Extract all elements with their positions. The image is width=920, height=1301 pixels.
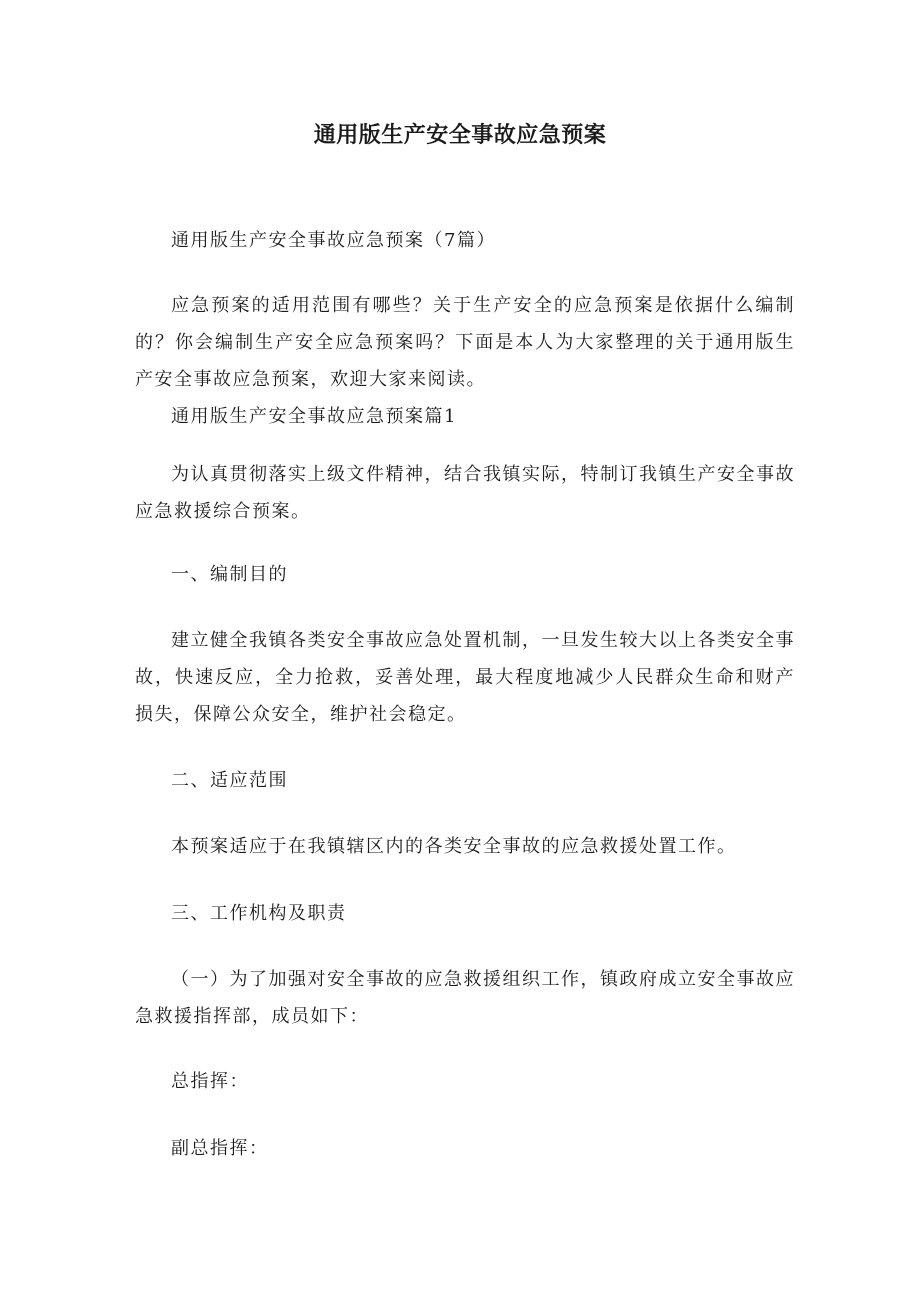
paragraph-body: （一）为了加强对安全事故的应急救援组织工作，镇政府成立安全事故应急救援指挥部，成员如下：: [135, 969, 795, 1027]
document-title: 通用版生产安全事故应急预案: [313, 123, 607, 148]
paragraph-heading-1: 一、编制目的: [171, 564, 288, 585]
paragraph-intro: 应急预案的适用范围有哪些？关于生产安全的应急预案是依据什么编制的？你会编制生产安全应急预案吗？下面是本人为大家整理的关于通用版生产安全事故应急预案，欢迎大家来阅读。: [135, 295, 795, 390]
paragraph-section-heading: 通用版生产安全事故应急预案篇1: [171, 406, 457, 427]
paragraph-field-label: 副总指挥：: [171, 1138, 269, 1159]
paragraph-heading-2: 二、适应范围: [171, 770, 288, 791]
paragraph-field-label: 总指挥：: [171, 1071, 249, 1092]
paragraph-body: 建立健全我镇各类安全事故应急处置机制，一旦发生较大以上各类安全事故，快速反应，全力抢救，妥善处理，最大程度地减少人民群众生命和财产损失，保障公众安全，维护社会稳定。: [135, 630, 795, 725]
paragraph-heading-3: 三、工作机构及职责: [171, 903, 347, 924]
paragraph-body: 为认真贯彻落实上级文件精神，结合我镇实际，特制订我镇生产安全事故应急救援综合预案。: [135, 464, 795, 522]
paragraph-subtitle: 通用版生产安全事故应急预案（7篇）: [171, 230, 496, 251]
paragraph-body: 本预案适应于在我镇辖区内的各类安全事故的应急救援处置工作。: [171, 836, 737, 857]
